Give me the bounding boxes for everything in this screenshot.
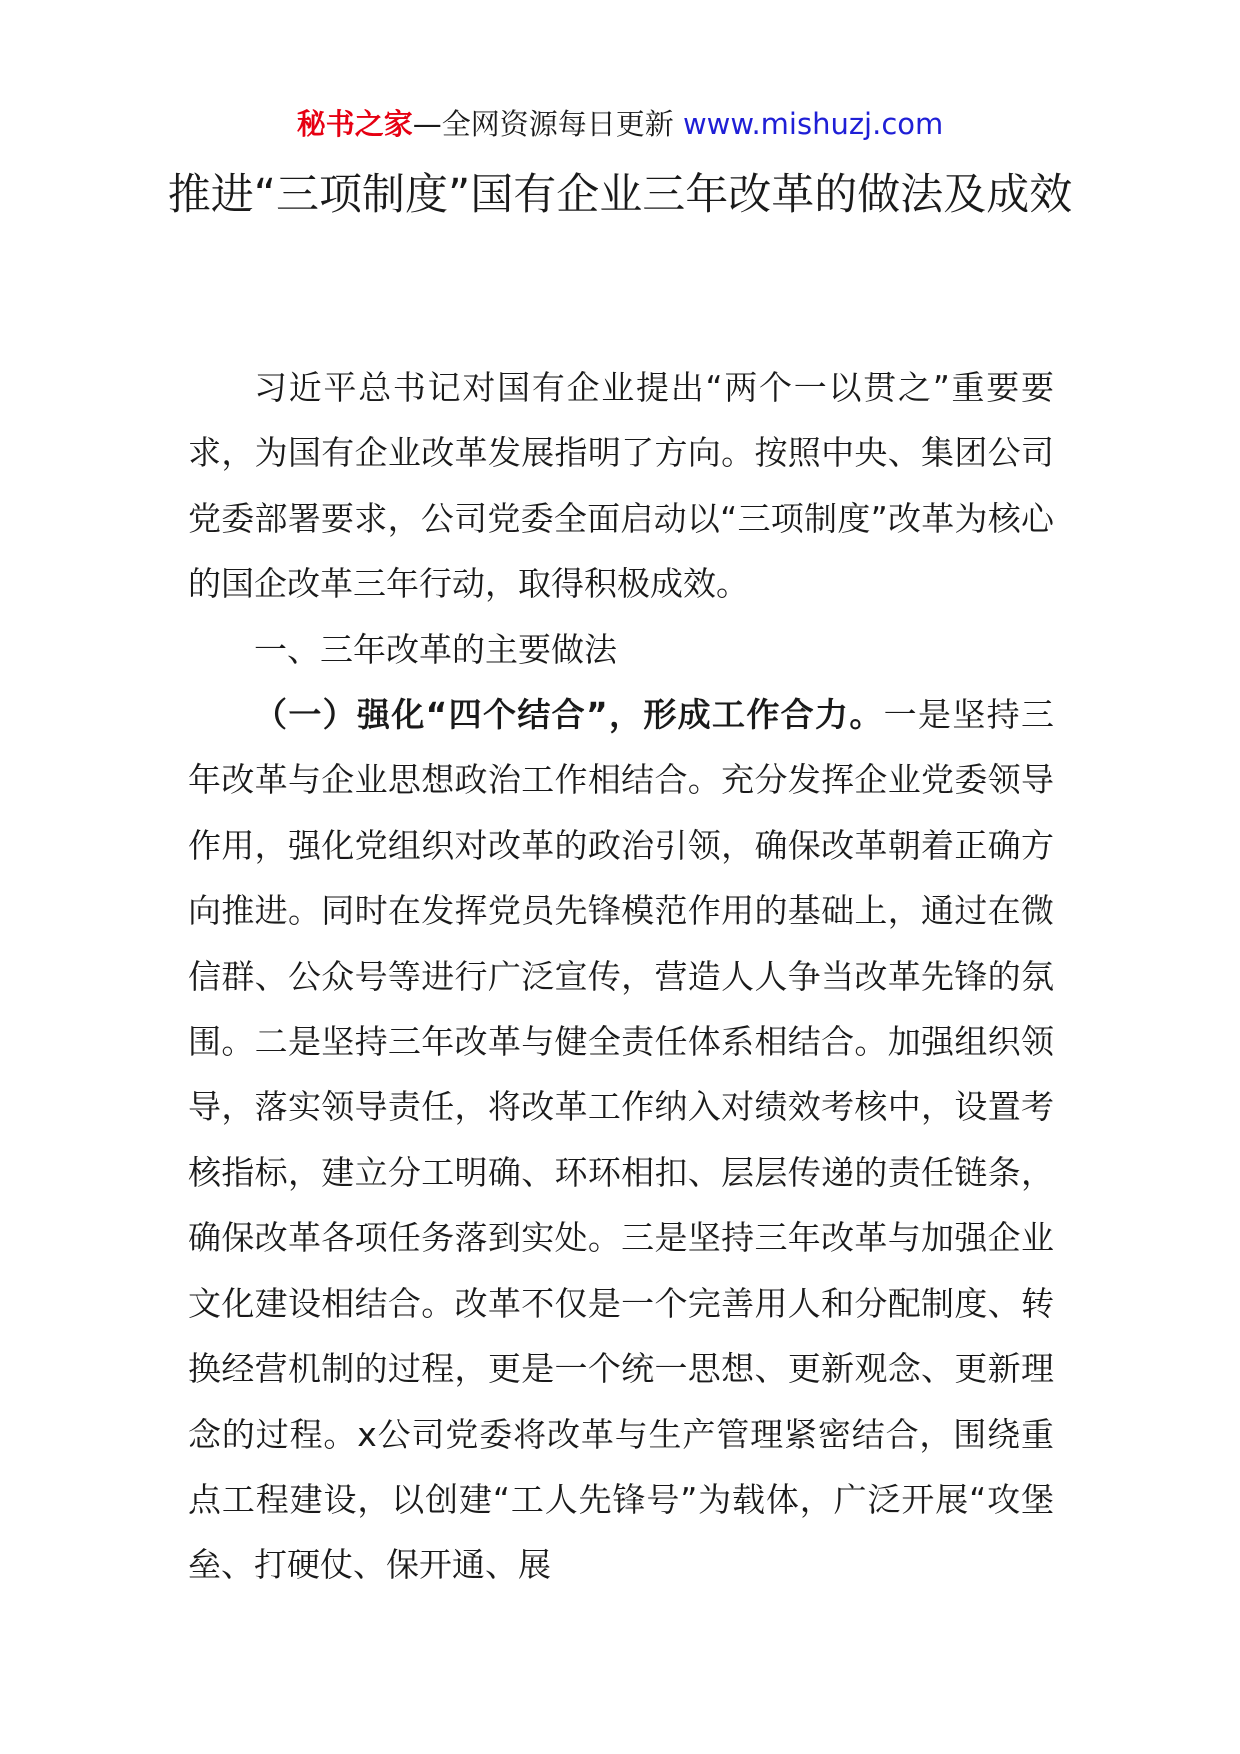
intro-paragraph: 习近平总书记对国有企业提出“两个一以贯之”重要要求，为国有企业改革发展指明了方向。按照中央、集团公司党委部署要求，公司党委全面启动以“三项制度”改革为核心的国企改革三年行动，取得积极成效。 [188, 368, 1054, 604]
header-slogan: —全网资源每日更新 [412, 107, 683, 141]
section-heading: 一、三年改革的主要做法 [254, 629, 617, 669]
subsection-body: 一是坚持三年改革与企业思想政治工作相结合。充分发挥企业党委领导作用，强化党组织对改革的政治引领，确保改革朝着正确方向推进。同时在发挥党员先锋模范作用的基础上，通过在微信群、公众号等进行广泛宣传，营造人人争当改革先锋的氛围。二是坚持三年改革与健全责任体系相结合。加强组织领导，落实领导责任，将改革工作纳入对绩效考核中，设置考核指标，建立分工明确、环环相扣、层层传递的责任链条，确保改革各项任务落到实处。三是坚持三年改革与加强企业文化建设相结合。改革不仅是一个完善用人和分配制度、转换经营机制的过程，更是一个统一思想、更新观念、更新理念的过程。x公司党委将改革与生产管理紧密结合，围绕重点工程建设，以创建“工人先锋号”为载体，广泛开展“攻堡垒、打硬仗、保开通、展 [188, 695, 1054, 1585]
subsection-paragraph [188, 682, 1054, 1598]
brand-name: 秘书之家 [296, 107, 413, 141]
document-title: 推进“三项制度”国有企业三年改革的做法及成效 [167, 170, 1073, 220]
header-banner [0, 100, 1240, 148]
website-link[interactable]: www.mishuzj.com [682, 107, 944, 141]
document-body [188, 355, 1054, 1598]
subsection-heading: （一）强化“四个结合”，形成工作合力。 [254, 695, 884, 735]
